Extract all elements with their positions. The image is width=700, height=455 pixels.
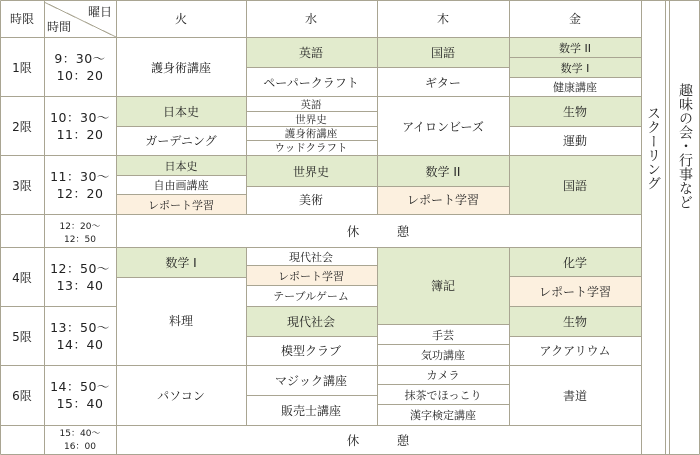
- period-end: 11：20: [56, 127, 104, 142]
- period-start: 11：30〜: [50, 169, 110, 184]
- class-cell: 化学: [562, 256, 588, 270]
- schooling-label: スクーリング: [645, 106, 661, 190]
- class-cell: 漢字検定講座: [410, 409, 476, 422]
- day-thu: 木: [436, 12, 450, 26]
- class-cell: 生物: [562, 315, 588, 329]
- break-end: 12：50: [64, 235, 96, 245]
- break-label: 休 憩: [346, 224, 410, 239]
- class-cell: 健康講座: [553, 81, 597, 94]
- class-cell: 数学 I: [165, 256, 197, 270]
- events-label: 趣味の会・行事など: [677, 83, 693, 209]
- class-cell: パソコン: [157, 389, 205, 403]
- class-cell: 運動: [562, 134, 588, 148]
- class-cell: ガーデニング: [145, 134, 217, 148]
- class-cell: レポート学習: [278, 270, 344, 283]
- header-day: 曜日: [87, 5, 113, 19]
- break-end: 16：00: [64, 442, 96, 452]
- period-start: 12：50〜: [50, 261, 110, 276]
- header-period: 時限: [9, 12, 35, 26]
- class-cell: レポート学習: [148, 199, 214, 212]
- period-end: 15：40: [56, 396, 104, 411]
- class-cell: ギター: [425, 76, 461, 90]
- day-fri: 金: [568, 12, 582, 26]
- period-end: 12：20: [56, 186, 104, 201]
- class-cell: 販売士講座: [280, 404, 342, 418]
- period-label: 3限: [12, 179, 32, 193]
- class-cell: マジック講座: [274, 374, 348, 388]
- day-tue: 火: [174, 12, 188, 26]
- class-cell: ペーパークラフト: [263, 76, 359, 90]
- period-label: 1限: [12, 61, 32, 75]
- class-cell: 日本史: [164, 160, 198, 173]
- class-cell: 現代社会: [289, 251, 333, 264]
- class-cell: テーブルゲーム: [273, 290, 349, 303]
- class-cell: 世界史: [292, 165, 330, 179]
- period-start: 10：30〜: [50, 110, 110, 125]
- period-start: 14：50〜: [50, 379, 110, 394]
- break-label: 休 憩: [346, 433, 410, 448]
- class-cell: アイロンビーズ: [402, 120, 484, 134]
- class-cell: 現代社会: [286, 315, 336, 329]
- period-label: 4限: [12, 271, 32, 285]
- class-cell: 生物: [562, 105, 588, 119]
- class-cell: 料理: [168, 314, 194, 328]
- class-cell: カメラ: [426, 369, 460, 382]
- period-end: 13：40: [56, 278, 104, 293]
- period-end: 10：20: [56, 68, 104, 83]
- class-cell: 英語: [300, 99, 322, 111]
- period-label: 2限: [12, 120, 32, 134]
- class-cell: 気功講座: [421, 349, 465, 362]
- period-label: 5限: [12, 330, 32, 344]
- class-cell: 数学 II: [425, 165, 461, 179]
- class-cell: 護身術講座: [150, 61, 212, 75]
- day-wed: 水: [304, 12, 318, 26]
- break-start: 15：40〜: [59, 429, 101, 439]
- class-cell: アクアリウム: [539, 344, 611, 358]
- class-cell: 模型クラブ: [280, 344, 342, 358]
- class-cell: 数学 II: [559, 42, 591, 55]
- class-cell: 自由画講座: [153, 179, 209, 192]
- break-start: 12：20〜: [59, 222, 101, 232]
- period-start: 13：50〜: [50, 320, 110, 335]
- class-cell: レポート学習: [406, 193, 480, 207]
- class-cell: ウッドクラフト: [274, 142, 348, 154]
- header-time: 時間: [46, 20, 72, 34]
- period-end: 14：40: [56, 337, 104, 352]
- class-cell: 国語: [430, 46, 456, 60]
- class-cell: 日本史: [162, 105, 200, 119]
- class-cell: 護身術講座: [284, 128, 338, 140]
- period-label: 6限: [12, 389, 32, 403]
- class-cell: 美術: [298, 193, 324, 207]
- class-cell: 国語: [562, 179, 588, 193]
- class-cell: 英語: [298, 46, 324, 60]
- class-cell: 数学 I: [560, 62, 590, 75]
- class-cell: 手芸: [432, 329, 454, 342]
- class-cell: レポート学習: [538, 285, 612, 299]
- class-cell: 世界史: [295, 114, 327, 126]
- class-cell: 簿記: [430, 279, 456, 293]
- class-cell: 抹茶でほっこり: [404, 389, 482, 402]
- class-cell: 書道: [562, 389, 588, 403]
- period-start: 9：30〜: [54, 51, 106, 66]
